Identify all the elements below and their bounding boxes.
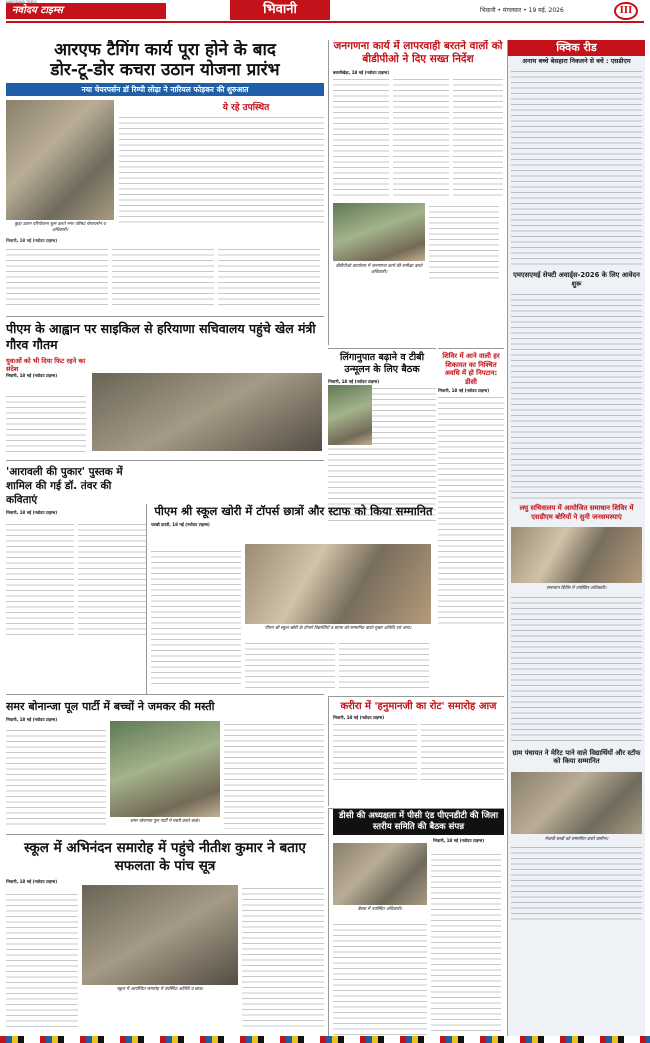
- story9-body: [333, 721, 504, 781]
- story7-dateline: चरखी दादरी, 18 मई (नवोदय टाइम्स): [151, 522, 210, 527]
- qr-photo-2: [511, 772, 642, 834]
- lead-headline-2: डोर-टू-डोर कचरा उठान योजना प्रारंभ: [50, 60, 280, 80]
- story3-body: [6, 393, 86, 453]
- story11-photo: [333, 843, 427, 905]
- registration-mark-bottom: [0, 1036, 650, 1043]
- story8-headline: समर बोनान्जा पूल पार्टी में बच्चों ने जमकर की मस्ती: [6, 700, 215, 713]
- lead-story: [6, 40, 324, 312]
- story-pool-party: [6, 694, 324, 832]
- story8-caption: समर बोनान्जा पूल पार्टी में मस्ती करते बच्चे।: [130, 819, 200, 824]
- lead-headline-1: आरएफ टैगिंग कार्य पूरा होने के बाद: [54, 40, 276, 60]
- story-nitish-kumar: [6, 834, 324, 1036]
- brand-small: NAVODAYA TIMES: [6, 0, 37, 4]
- story7-body: [151, 548, 241, 688]
- story-sports-minister: [6, 316, 324, 456]
- story-pm-shri-school: [146, 504, 436, 694]
- qr-caption-2: मेधावी छात्रों को सम्मानित करते ग्रामीण।: [544, 836, 609, 842]
- story4-headline: लिंगानुपात बढ़ाने व टीबी उन्मूलन के लिए बैठक: [339, 352, 425, 375]
- col2-body-2: [429, 203, 499, 283]
- qr-body-1: [511, 68, 642, 268]
- date-line: भिवानी • मंगलवार • 19 मई, 2026: [480, 7, 564, 14]
- story3-photo: [92, 373, 322, 451]
- lead-body: [119, 114, 324, 224]
- story3-headline: पीएम के आह्वान पर साइकिल से हरियाणा सचिवालय पहुंचे खेल मंत्री गौरव गौतम: [6, 321, 316, 352]
- page-number: III: [614, 2, 638, 20]
- story8-body: [6, 727, 106, 827]
- story3-dateline: भिवानी, 18 मई (नवोदय टाइम्स): [6, 373, 58, 378]
- story5-body: [438, 394, 504, 624]
- story5-dateline: भिवानी, 18 मई (नवोदय टाइम्स): [438, 388, 490, 394]
- story7-caption: पीएम श्री स्कूल खोरी के टॉपर्स विद्यार्थियों व स्टाफ को सम्मानित करते मुख्य अतिथि एवं अन्य।: [264, 626, 412, 631]
- brand-block: नवोदय टाइम्स: [6, 3, 166, 19]
- story11-body-2: [333, 921, 427, 1035]
- quick-read-panel: [507, 40, 645, 1040]
- story5-headline: शिविर में आने वाली हर शिकायत का निश्चित अवधि में हो निपटान: डीसी: [442, 352, 500, 386]
- lead-body-cols: [6, 246, 324, 308]
- quick-read-title: क्विक रीड: [508, 40, 645, 56]
- header-rule: [6, 21, 644, 23]
- story10-body: [6, 891, 78, 1031]
- story11-headline: डीसी की अध्यक्षता में पीसी एंड पीएनडीटी की जिला स्तरीय समिति की बैठक संपन्न: [333, 809, 504, 835]
- story6-headline: 'आरावली की पुकार' पुस्तक में शामिल की गई डॉ. तंवर की कविताएं: [6, 466, 123, 506]
- qr-photo-1: [511, 527, 642, 583]
- masthead: [0, 0, 650, 36]
- story9-dateline: भिवानी, 18 मई (नवोदय टाइम्स): [333, 715, 385, 720]
- story-pcpndt: [328, 808, 504, 1038]
- story11-caption: बैठक में उपस्थित अधिकारी।: [357, 907, 403, 912]
- story11-dateline: भिवानी, 18 मई (नवोदय टाइम्स): [433, 838, 485, 843]
- story7-body-2: [245, 640, 431, 690]
- story8-dateline: भिवानी, 18 मई (नवोदय टाइम्स): [6, 717, 58, 722]
- story11-body: [431, 851, 501, 1035]
- story6-body: [6, 521, 146, 639]
- story4-photo: [328, 385, 372, 445]
- story-dc-camp: [438, 348, 504, 648]
- city-banner: भिवानी: [230, 0, 330, 20]
- lead-caption: कूड़ा उठान परियोजना शुरू करते नगर परिषद चेयरपर्सन व अधिकारी।: [14, 222, 106, 233]
- story7-photo: [245, 544, 431, 624]
- story3-subhead: युवाओं को भी दिया फिट रहने का संदेश: [6, 357, 86, 373]
- qr-headline-3: लघु सचिवालय में आयोजित समाधान शिविर में एसडीएम बोरियों ने सुनी जनसमस्याएं: [519, 504, 634, 521]
- story10-photo: [82, 885, 238, 985]
- story10-body-2: [242, 885, 324, 1031]
- story10-headline: स्कूल में अभिनंदन समारोह में पहुंचे नीतीश कुमार ने बताए सफलता के पांच सूत्र: [24, 840, 306, 874]
- qr-body-2: [511, 291, 642, 501]
- qr-headline-2: एमएसएमई सेफ्टी अवार्ड्स-2026 के लिए आवेदन शुरू: [513, 271, 640, 288]
- col2-body: [333, 76, 503, 196]
- qr-headline-4: ग्राम पंचायत ने मेरिट पाने वाले विद्यार्थियों और स्टॉफ को किया सम्मानित: [512, 748, 641, 766]
- story9-headline: करीरा में 'हनुमानजी का रोट' समारोह आज: [340, 701, 497, 712]
- col2-dateline: बवानीखेड़ा, 18 मई (नवोदय टाइम्स): [333, 70, 390, 75]
- lead-photo: [6, 100, 114, 220]
- col2-headline: जनगणना कार्य में लापरवाही बरतने वालों को बीडीपीओ ने दिए सख्त निर्देश: [333, 40, 503, 65]
- col2-story: [328, 40, 503, 345]
- qr-headline-1: अनाथ बच्चे बेसहारा निकलने से बचें : एसडीएम: [522, 58, 631, 65]
- lead-dateline: भिवानी, 18 मई (नवोदय टाइम्स): [6, 238, 58, 243]
- qr-caption-1: समाधान शिविर में उपस्थित अधिकारी।: [546, 586, 607, 591]
- story10-caption: स्कूल में आयोजित समारोह में उपस्थित अतिथि व छात्र।: [116, 987, 204, 992]
- lead-subhead: ये रहे उपस्थित: [222, 103, 270, 113]
- story7-headline: पीएम श्री स्कूल खोरी में टॉपर्स छात्रों और स्टाफ को किया सम्मानित: [154, 504, 433, 518]
- story10-dateline: भिवानी, 18 मई (नवोदय टाइम्स): [6, 879, 58, 884]
- story8-photo: [110, 721, 220, 817]
- qr-body-4: [511, 844, 642, 924]
- story-hanuman-rot: [328, 696, 504, 806]
- col2-caption: बीडीपीओ कार्यालय में जनगणना कार्य की समीक्षा करते अधिकारी।: [335, 264, 423, 275]
- qr-body-3: [511, 594, 642, 744]
- lead-strap: नया चेयरपर्सन डॉ रिम्पी लोढ़ा ने नारियल फोड़कर की शुरुआत: [6, 83, 324, 96]
- story8-body-2: [224, 721, 324, 829]
- col2-photo: [333, 203, 425, 261]
- story4-dateline: भिवानी, 18 मई (नवोदय टाइम्स): [328, 379, 380, 384]
- story6-dateline: भिवानी, 18 मई (नवोदय टाइम्स): [6, 510, 58, 515]
